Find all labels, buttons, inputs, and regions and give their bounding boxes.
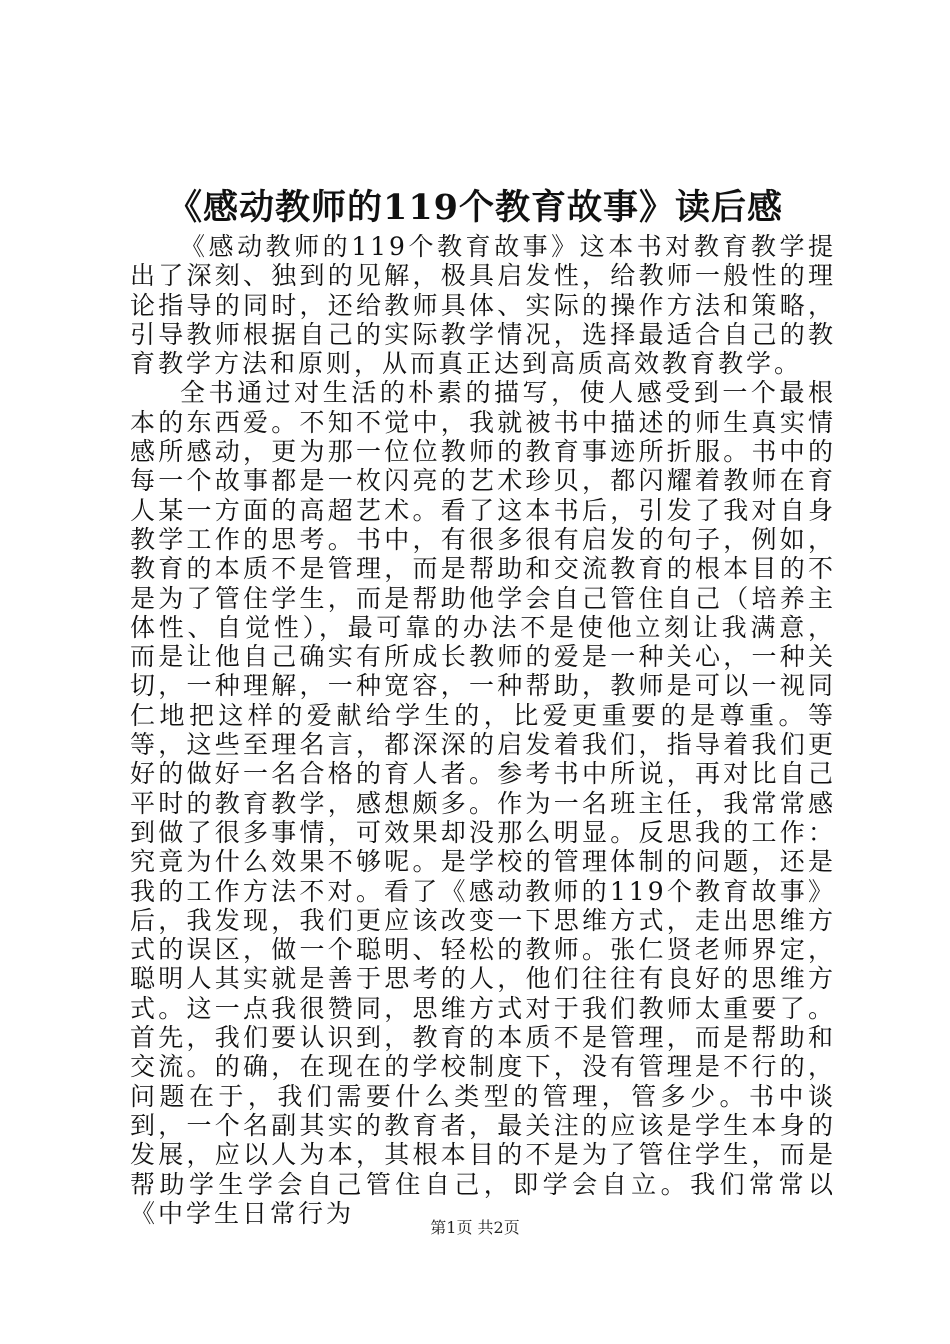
page-number-footer: 第1页 共2页 [430,1218,520,1237]
paragraph-1: 《感动教师的119个教育故事》这本书对教育教学提出了深刻、独到的见解，极具启发性，给教师一般性的理论指导的同时，还给教师具体、实际的操作方法和策略，引导教师根据自己的实际教学情况，选择最适合自己的教育教学方法和原则，从而真正达到高质高效教育教学。 [130,232,836,379]
paragraph-2: 全书通过对生活的朴素的描写，使人感受到一个最根本的东西爱。不知不觉中，我就被书中描述的师生真实情感所感动，更为那一位位教师的教育事迹所折服。书中的每一个故事都是一枚闪亮的艺术珍贝，都闪耀着教师在育人某一方面的高超艺术。看了这本书后，引发了我对自身教学工作的思考。书中，有很多很有启发的句子，例如，教育的本质不是管理，而是帮助和交流教育的根本目的不是为了管住学生，而是帮助他学会自己管住自己（培养主体性、自觉性），最可靠的办法不是使他立刻让我满意，而是让他自己确实有所成长教师的爱是一种关心，一种关切，一种理解，一种宽容，一种帮助，教师是可以一视同仁地把这样的爱献给学生的，比爱更重要的是尊重。等等，这些至理名言，都深深的启发着我们，指导着我们更好的做好一名合格的育人者。参考书中所说，再对比自己平时的教育教学，感想颇多。作为一名班主任，我常常感到做了很多事情，可效果却没那么明显。反思我的工作：究竟为什么效果不够呢。是学校的管理体制的问题，还是我的工作方法不对。看了《感动教师的119个教育故事》后，我发现，我们更应该改变一下思维方式，走出思维方式的误区，做一个聪明、轻松的教师。张仁贤老师界定，聪明人其实就是善于思考的人，他们往往有良好的思维方式。这一点我很赞同，思维方式对于我们教师太重要了。首先，我们要认识到，教育的本质不是管理，而是帮助和交流。的确，在现在的学校制度下，没有管理是不行的，问题在于，我们需要什么类型的管理，管多少。书中谈到，一个名副其实的教育者，最关注的应该是学生本身的发展，应以人为本，其根本目的不是为了管住学生，而是帮助学生学会自己管住自己，即学会自立。我们常常以《中学生日常行为 [130,378,836,1228]
document-title: 《感动教师的119个教育故事》读后感 [166,187,784,228]
document-body [130,232,836,1228]
